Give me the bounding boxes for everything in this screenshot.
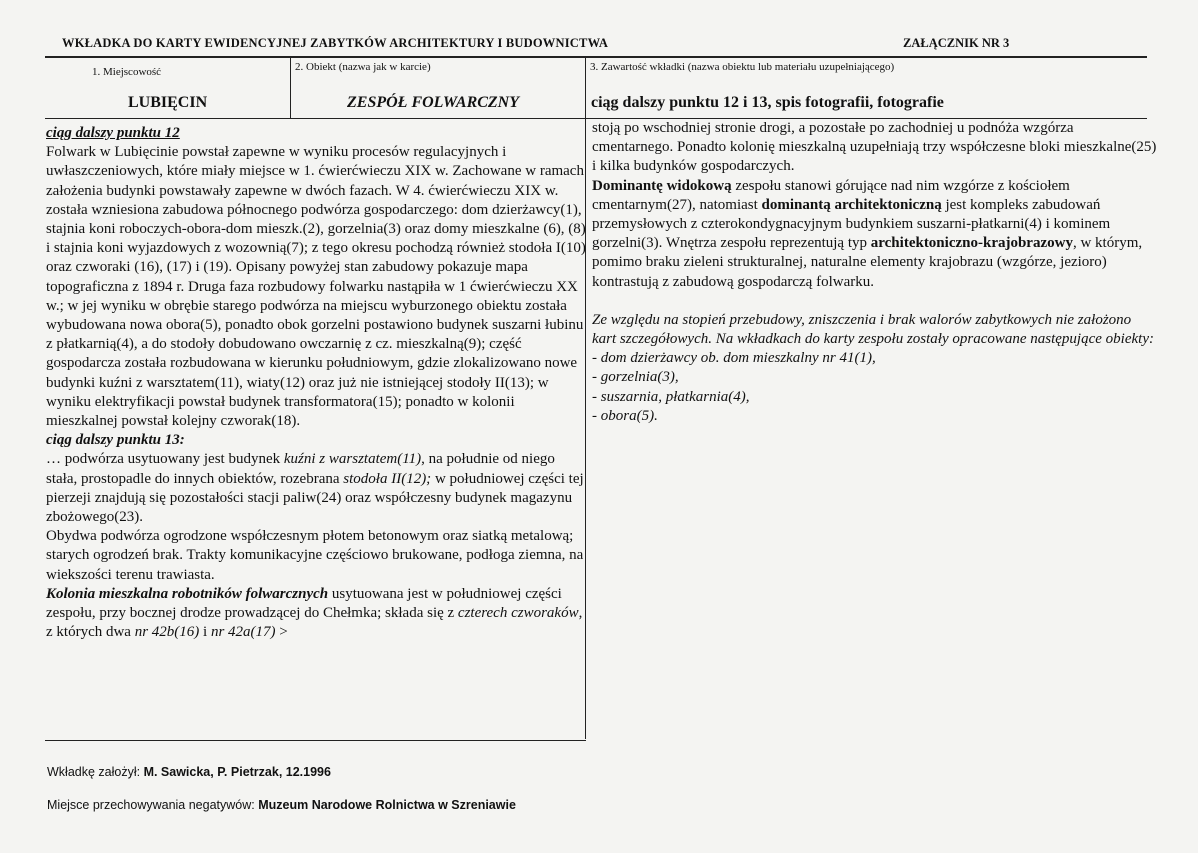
storage-value: Muzeum Narodowe Rolnictwa w Szreniawie <box>258 798 516 812</box>
text-run: w południowej części tej pierzeji znajdują się pozostałości stacji paliw(24) oraz współczesny budynek magazynu zbożowego(23). <box>46 470 584 526</box>
storage-label: Miejsce przechowywania negatywów: <box>47 798 259 812</box>
section-13-heading: ciąg dalszy punktu 13: <box>46 432 185 449</box>
object-list-item: - obora(5). <box>592 407 658 424</box>
section-13-paragraph-2: Obydwa podwórza ogrodzone współczesnym płotem betonowym oraz siatką metalową; starych ogrodzeń brak. Trakty komunikacyjne częściowo brukowane, podłoga ziemna, na wiekszości terenu trawiasta. <box>46 528 584 583</box>
right-paragraph-2 <box>592 177 1157 292</box>
right-column <box>592 119 1157 426</box>
section-12-text: Folwark w Lubięcinie powstał zapewne w wyniku procesów regulacyjnych i uwłaszczeniowych, które miały miejsce w 1. ćwierćwieczu XIX w. Zachowane w ramach założenia budynki powstawały zapewne w dwóch fazach. W 4. ćwierćwieczu XIX w. została wzniesiona zabudowa północnego podwórza gospodarczego: dom dzierżawcy(1), stajnia koni roboczych-obora-dom mieszk.(2), gorzelnia(3) oraz domy mieszkalne (6), (8) i stajnia koni wyjazdowych z wozownią(7); z tego okresu pochodzą również stodoła I(10) oraz czworaki (16), (17) i (19). Opisany powyżej stan zabudowy pokazuje mapa topograficzna z 1894 r. Druga faza rozbudowy folwarku nastąpiła w 1 ćwierćwieczu XX w.; w jej wyniku w obrębie starego podwórza na miejscu wyburzonego obiektu została wybudowana nowa obora(5), ponadto obok gorzelni postawiono budynek suszarni łubinu z płatkarnią(4), a do stodoły dobudowano owczarnię z cz. mieszkalną(9); część gospodarcza została rozbudowana w kierunku południowym, gdzie zlokalizowano nowe budynki kuźni z warsztatem(11), wiaty(12) oraz już nie istniejącej stodoły II(13); w wyniku elektryfikacji powstał budynek transformatora(15); ponadto w kolonii mieszkalnej powstał kolejny czworak(18). <box>46 144 586 430</box>
object-list-item: - suszarnia, płatkarnia(4), <box>592 388 750 405</box>
building-name: stodoła II(12); <box>343 470 432 487</box>
text-run: , w którym, pomimo braku zieleni strukturalnej, naturalne elementy krajobrazu (wzgórze, jezioro) kontrastują z zabudową gospodarczą folwarku. <box>592 235 1143 290</box>
contents-label: 3. Zawartość wkładki (nazwa obiektu lub materiału uzupełniającego) <box>590 61 895 73</box>
text-run: … podwórza usytuowany jest budynek <box>46 451 284 468</box>
key-term: Dominantę widokową <box>592 177 732 194</box>
text-run: zespołu stanowi górujące nad nim wzgórze z kościołem cmentarnym(27), natomiast <box>592 177 1070 213</box>
contents-value: ciąg dalszy punktu 12 i 13, spis fotografii, fotografie <box>591 94 944 111</box>
section-13-paragraph-1 <box>46 450 586 527</box>
key-term: dominantą architektoniczną <box>761 196 942 213</box>
locality-value: LUBIĘCIN <box>128 94 208 111</box>
form-title: WKŁADKA DO KARTY EWIDENCYJNEJ ZABYTKÓW ARCHITEKTURY I BUDOWNICTWA <box>62 36 609 50</box>
storage-line <box>47 798 516 812</box>
author-value: M. Sawicka, P. Pietrzak, 12.1996 <box>143 765 331 779</box>
building-number: nr 42b(16) <box>134 624 200 641</box>
locality-label: 1. Miejscowość <box>92 66 162 78</box>
colony-name: Kolonia mieszkalna robotników folwarcznych <box>46 585 329 602</box>
object-list-item: - gorzelnia(3), <box>592 369 679 386</box>
text-run: usytuowana jest w południowej części zespołu, przy bocznej drodze prowadzącej do Chełmka; składa się z <box>46 585 562 622</box>
author-label: Wkładkę założył: <box>47 765 144 779</box>
object-list-item: - dom dzierżawcy ob. dom mieszkalny nr 41(1), <box>592 350 876 367</box>
continuation-mark: > <box>275 624 288 641</box>
top-rule <box>45 56 1147 58</box>
right-paragraph-1: stoją po wschodniej stronie drogi, a pozostałe po zachodniej u podnóża wzgórza cmentarnego. Ponadto kolonię mieszkalną uzupełniają trzy współczesne bloki mieszkalne(25) i kilka budynków gospodarczych. <box>592 120 1157 175</box>
building-name: kuźni z warsztatem(11) <box>283 451 422 468</box>
left-column <box>46 124 586 642</box>
object-value: ZESPÓŁ FOLWARCZNY <box>347 94 520 111</box>
field-divider-1 <box>290 57 291 119</box>
text-run: , z których dwa <box>46 605 583 641</box>
key-term: architektoniczno-krajobrazowy <box>870 235 1073 252</box>
right-paragraph-3: Ze względu na stopień przebudowy, zniszczenia i brak walorów zabytkowych nie założono kart szczegółowych. Na wkładkach do karty zespołu zostały opracowane następujące obiekty: <box>592 311 1154 348</box>
body-bottom-rule <box>45 740 586 741</box>
building-number: nr 42a(17) <box>210 624 276 641</box>
building-name: czterech czworaków <box>457 605 579 622</box>
text-run: jest kompleks zabudowań przemysłowych z czterokondygnacyjnym budynkiem suszarni-płatkarni(4) i kominem gorzelni(3). Wnętrza zespołu reprezentują typ <box>592 196 1111 252</box>
object-label: 2. Obiekt (nazwa jak w karcie) <box>295 61 431 73</box>
section-12-heading: ciąg dalszy punktu 12 <box>46 125 180 141</box>
paragraph-gap <box>592 292 1157 311</box>
author-line <box>47 765 331 779</box>
text-run: , na południe od niego stała, prostopadle do innych obiektów, rozebrana <box>46 451 555 487</box>
text-run: i <box>199 624 211 641</box>
section-13-paragraph-3 <box>46 585 586 643</box>
attachment-number: ZAŁĄCZNIK NR 3 <box>903 36 1010 50</box>
